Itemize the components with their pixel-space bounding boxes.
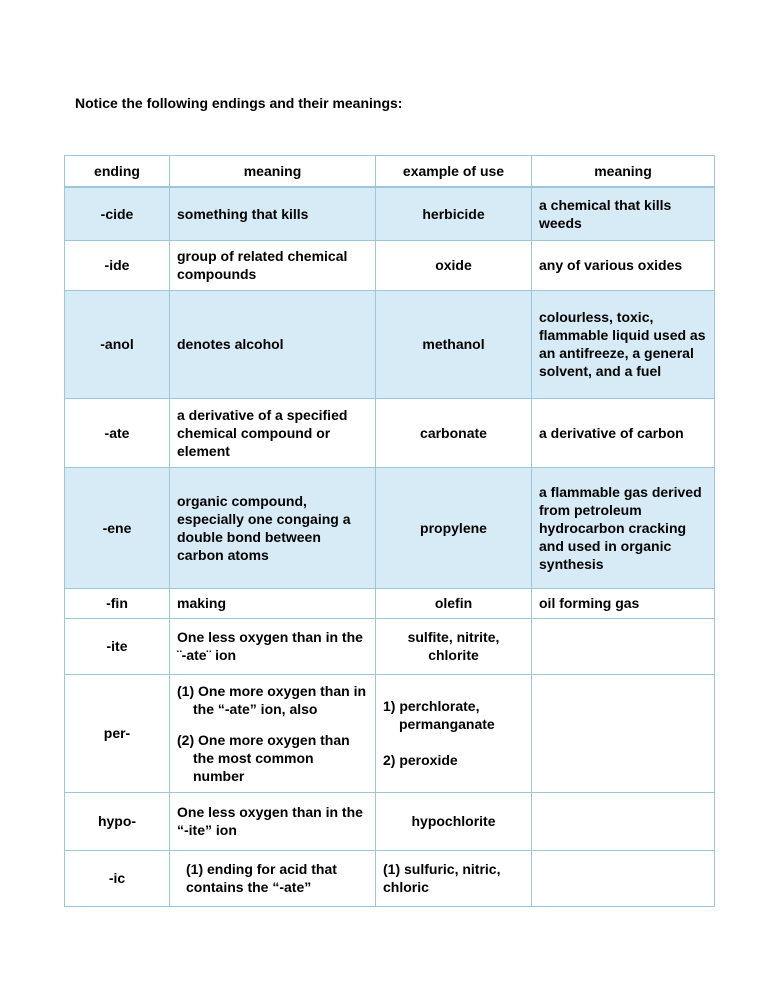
example-meaning-cell: any of various oxides (532, 240, 715, 290)
table-row (65, 290, 715, 398)
table-row (65, 187, 715, 240)
table-row (65, 398, 715, 467)
example-cell: sulfite, nitrite, chlorite (376, 618, 532, 674)
meaning-cell: One less oxygen than in the ¨-ate¨ ion (170, 618, 376, 674)
example-meaning-cell (532, 618, 715, 674)
example-part-1: 1) perchlorate, permanganate (383, 698, 495, 732)
meaning-cell: making (170, 588, 376, 618)
ending-cell: -fin (65, 588, 170, 618)
meaning-cell: a derivative of a specified chemical compound or element (170, 398, 376, 467)
header-ending: ending (65, 156, 170, 188)
ending-cell: hypo- (65, 792, 170, 850)
ending-cell: -ene (65, 467, 170, 588)
page-intro: Notice the following endings and their meanings: (75, 95, 403, 111)
ending-cell: -ide (65, 240, 170, 290)
meaning-cell: One less oxygen than in the “-ite” ion (170, 792, 376, 850)
example-cell: oxide (376, 240, 532, 290)
ending-cell: -ate (65, 398, 170, 467)
meaning-cell: group of related chemical compounds (170, 240, 376, 290)
meaning-cell: (1) ending for acid that contains the “-ate” (170, 850, 376, 906)
example-cell (376, 674, 532, 792)
meaning-cell (170, 674, 376, 792)
example-meaning-cell: oil forming gas (532, 588, 715, 618)
example-cell: carbonate (376, 398, 532, 467)
example-cell: hypochlorite (376, 792, 532, 850)
header-example-meaning: meaning (532, 156, 715, 188)
meaning-cell: something that kills (170, 187, 376, 240)
example-meaning-cell (532, 850, 715, 906)
table-row (65, 467, 715, 588)
table-row (65, 618, 715, 674)
example-meaning-cell: a chemical that kills weeds (532, 187, 715, 240)
meaning-part-2: (2) One more oxygen than the most common number (177, 731, 350, 784)
example-meaning-cell (532, 674, 715, 792)
ending-cell: per- (65, 674, 170, 792)
ending-cell: -ic (65, 850, 170, 906)
ending-cell: -anol (65, 290, 170, 398)
example-cell: olefin (376, 588, 532, 618)
table-row (65, 850, 715, 906)
meaning-cell: organic compound, especially one congaing a double bond between carbon atoms (170, 467, 376, 588)
example-part-2: 2) peroxide (383, 752, 458, 768)
example-meaning-cell: a flammable gas derived from petroleum hydrocarbon cracking and used in organic synthesis (532, 467, 715, 588)
ending-cell: -cide (65, 187, 170, 240)
example-meaning-cell: colourless, toxic, flammable liquid used as an antifreeze, a general solvent, and a fuel (532, 290, 715, 398)
example-meaning-cell: a derivative of carbon (532, 398, 715, 467)
header-example: example of use (376, 156, 532, 188)
table-row (65, 240, 715, 290)
header-row (65, 156, 715, 188)
endings-table (64, 155, 715, 907)
example-cell: (1) sulfuric, nitric, chloric (376, 850, 532, 906)
header-meaning: meaning (170, 156, 376, 188)
example-cell: herbicide (376, 187, 532, 240)
meaning-cell: denotes alcohol (170, 290, 376, 398)
example-cell: propylene (376, 467, 532, 588)
table-row (65, 674, 715, 792)
example-meaning-cell (532, 792, 715, 850)
table-row (65, 588, 715, 618)
table-row (65, 792, 715, 850)
example-cell: methanol (376, 290, 532, 398)
meaning-part-1: (1) One more oxygen than in the “-ate” ion, also (177, 682, 367, 717)
ending-cell: -ite (65, 618, 170, 674)
